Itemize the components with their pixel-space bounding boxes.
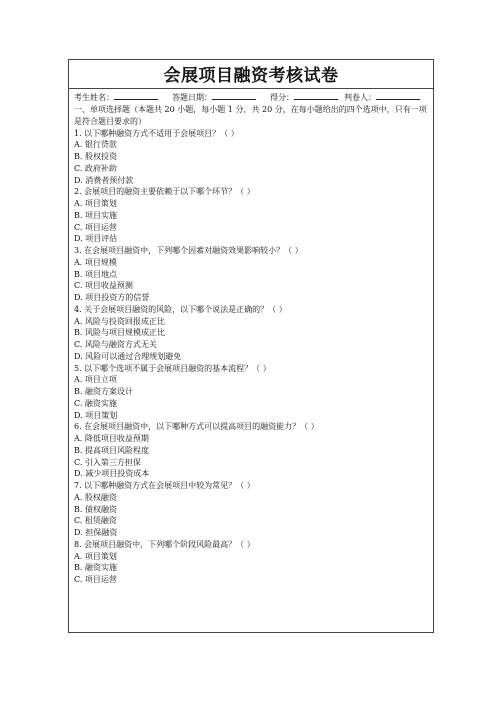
answer-option: A. 项目策划 (74, 199, 117, 208)
exam-paper (68, 59, 434, 633)
answer-option: A. 银行贷款 (74, 140, 117, 150)
name-label: 考生姓名： (74, 93, 114, 102)
answer-option: C. 租赁融资 (74, 516, 117, 526)
answer-option: C. 引入第三方担保 (74, 457, 141, 467)
question-stem: 4. 关于会展项目融资的风险，以下哪个说法是正确的？（ ） (74, 304, 287, 314)
question-stem: 6. 在会展项目融资中，以下哪种方式可以提高项目的融资能力？（ ） (74, 422, 319, 432)
answer-option: B. 股权投资 (74, 152, 117, 161)
title-divider (69, 88, 433, 89)
answer-option: C. 项目运营 (74, 575, 117, 584)
grader-blank[interactable] (376, 90, 420, 100)
question-stem: 3. 在会展项目融资中，下列哪个因素对融资效果影响较小？（ ） (74, 246, 303, 255)
section-intro: 一、单项选择题（本题共 20 小题，每小题 1 分，共 20 分，在每小题给出的四个选项中，只有一项是符合题目要求的） (74, 105, 427, 126)
answer-option: B. 提高项目风险程度 (74, 445, 149, 455)
question-stem: 8. 会展项目融资中，下列哪个阶段风险最高？（ ） (74, 539, 255, 549)
answer-option: A. 项目规模 (74, 257, 117, 267)
answer-option: B. 风险与项目规模成正比 (74, 328, 165, 338)
answer-option: A. 项目策划 (74, 551, 117, 561)
answer-option: C. 项目收益预测 (74, 281, 133, 291)
answer-option: B. 项目地点 (74, 269, 117, 279)
answer-option: A. 项目立项 (74, 375, 117, 385)
score-blank[interactable] (294, 90, 338, 100)
name-blank[interactable] (114, 90, 158, 100)
date-label: 答题日期： (172, 93, 212, 102)
answer-option: C. 融资实施 (74, 398, 117, 408)
question-stem: 5. 以下哪个选项不属于会展项目融资的基本流程？（ ） (74, 363, 271, 373)
answer-option: B. 融资方案设计 (74, 387, 133, 396)
answer-option: D. 担保融资 (74, 528, 118, 537)
answer-option: D. 风险可以通过合理规划避免 (74, 351, 182, 361)
candidate-info-row (74, 90, 429, 104)
question-stem: 7. 以下哪种融资方式在会展项目中较为常见？（ ） (74, 481, 255, 490)
grader-field (344, 90, 420, 105)
date-blank[interactable] (212, 90, 256, 100)
answer-option: B. 项目实施 (74, 210, 117, 220)
page-title: 会展项目融资考核试卷 (163, 66, 339, 86)
answer-option: A. 降低项目收益预期 (74, 434, 149, 443)
exam-body (74, 104, 430, 586)
answer-option: D. 消费者预付款 (74, 175, 134, 185)
answer-option: C. 政府补助 (74, 163, 117, 173)
answer-option: C. 项目运营 (74, 222, 117, 232)
score-label: 得分： (270, 93, 294, 102)
name-field (74, 90, 158, 105)
answer-option: D. 项目策划 (74, 410, 118, 420)
date-field (172, 90, 256, 105)
answer-option: D. 项目评估 (74, 234, 118, 244)
answer-option: B. 融资实施 (74, 563, 117, 573)
answer-option: A. 风险与投资回报成正比 (74, 316, 165, 326)
answer-option: D. 项目投资方的信誉 (74, 293, 150, 302)
answer-option: D. 减少项目投资成本 (74, 469, 150, 479)
grader-label: 判卷人： (344, 93, 376, 102)
answer-option: B. 债权融资 (74, 504, 117, 514)
answer-option: C. 风险与融资方式无关 (74, 340, 157, 349)
question-stem: 2. 会展项目的融资主要依赖于以下哪个环节？（ ） (74, 187, 255, 197)
question-stem: 1. 以下哪种融资方式不适用于会展项目？（ ） (74, 128, 239, 138)
answer-option: A. 股权融资 (74, 492, 117, 502)
score-field (270, 90, 338, 105)
